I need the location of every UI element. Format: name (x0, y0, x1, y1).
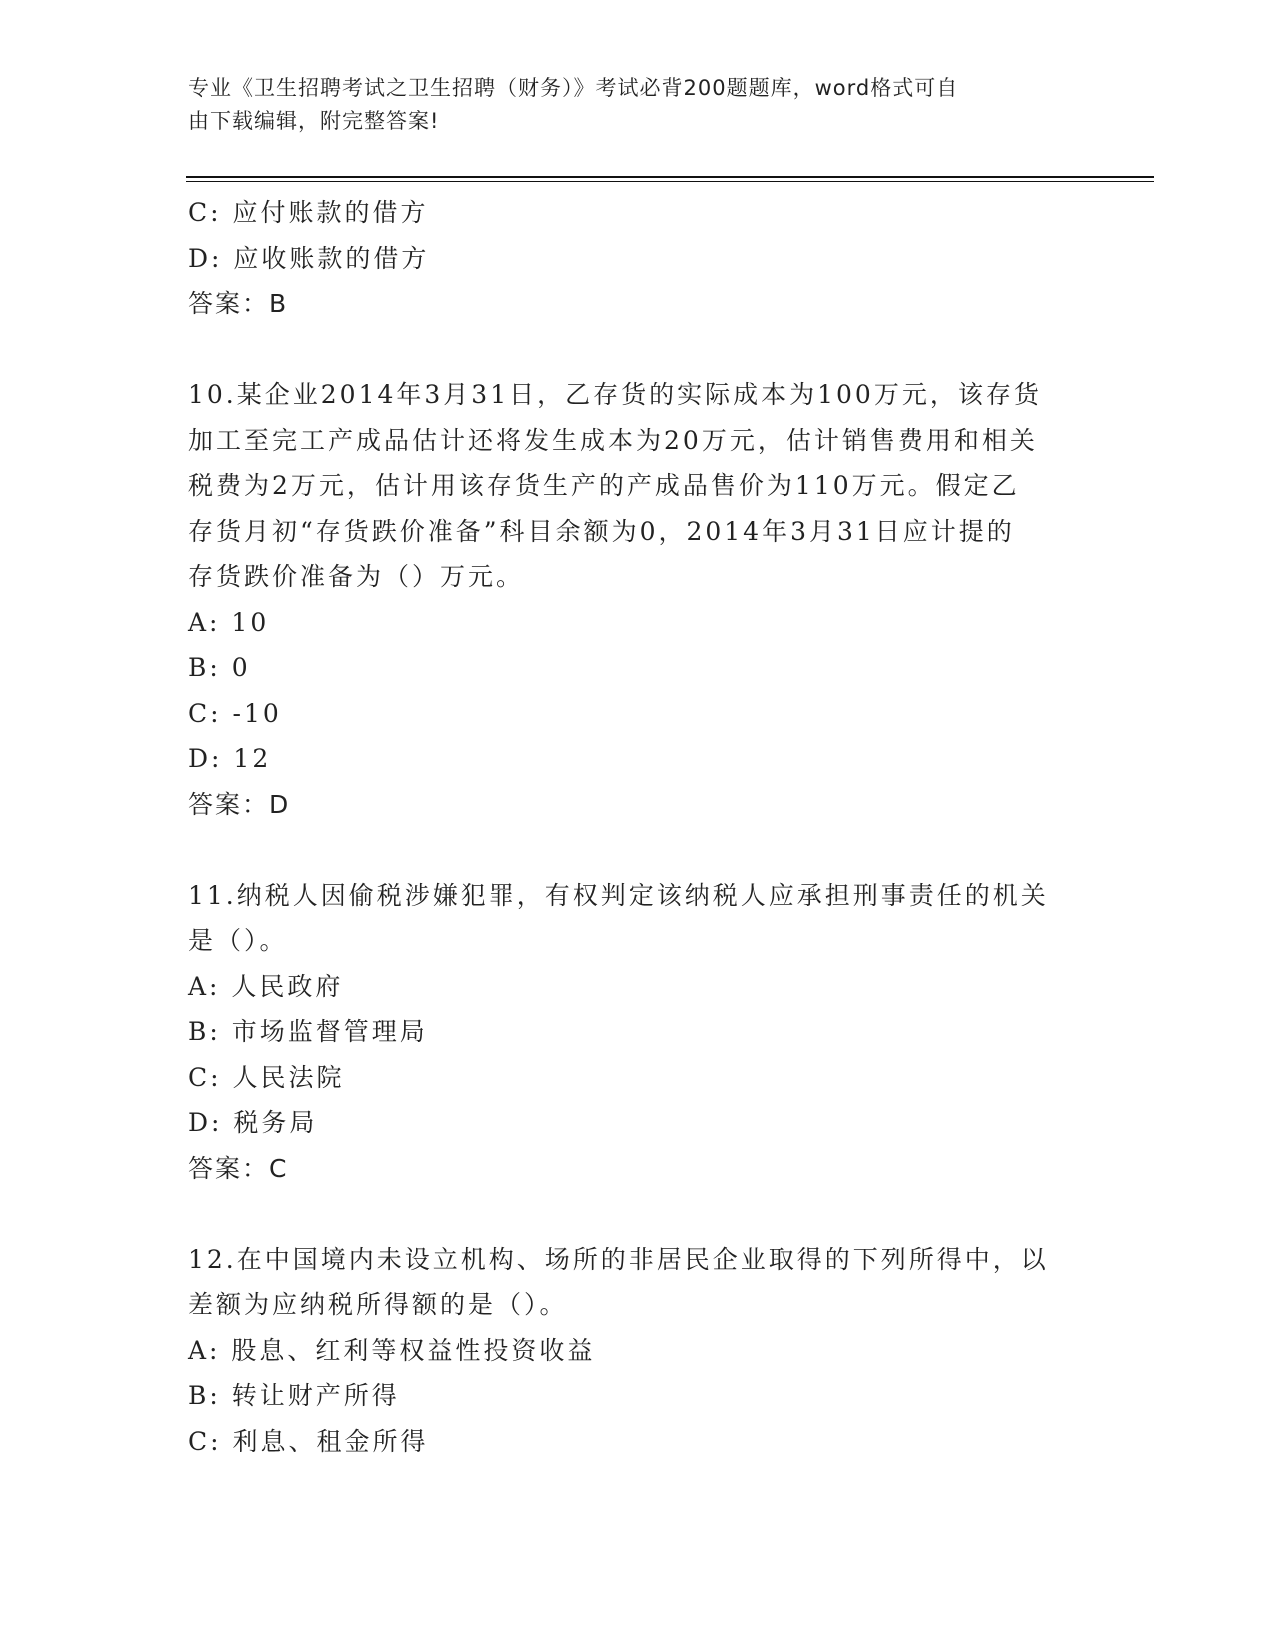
question-text-line: 10.某企业2014年3月31日，乙存货的实际成本为100万元，该存货 (188, 380, 1042, 409)
option-c: C: 人民法院 (188, 1062, 345, 1092)
question-10 (188, 372, 1088, 827)
option-d: D: 12 (188, 744, 272, 773)
option-b: B: 0 (188, 653, 251, 682)
option-d: D: 应收账款的借方 (188, 243, 430, 273)
header-line-2: 由下载编辑，附完整答案! (188, 109, 440, 133)
question-11 (188, 873, 1088, 1192)
question-text-line: 差额为应纳税所得额的是（）。 (188, 1290, 568, 1319)
answer-line: 答案：D (188, 789, 291, 819)
question-text-line: 是（）。 (188, 926, 288, 955)
question-list (188, 190, 1088, 1464)
option-b: B: 转让财产所得 (188, 1381, 400, 1410)
question-9-tail (188, 190, 1088, 327)
spacer (188, 1191, 1088, 1237)
question-text-line: 存货月初“存货跌价准备”科目余额为0，2014年3月31日应计提的 (188, 516, 1015, 546)
option-c: C: 利息、租金所得 (188, 1426, 429, 1456)
option-d: D: 税务局 (188, 1108, 318, 1137)
spacer (188, 327, 1088, 373)
answer-line: 答案：B (188, 289, 289, 318)
question-text-line: 11.纳税人因偷税涉嫌犯罪，有权判定该纳税人应承担刑事责任的机关 (188, 880, 1049, 910)
option-c: C: 应付账款的借方 (188, 198, 429, 227)
header-divider-thick (186, 176, 1154, 178)
question-text-line: 税费为2万元，估计用该存货生产的产成品售价为110万元。假定乙 (188, 471, 1020, 500)
document-header (188, 72, 1088, 138)
option-a: A: 人民政府 (188, 971, 344, 1001)
header-divider-thin (186, 181, 1154, 182)
question-text-line: 12.在中国境内未设立机构、场所的非居民企业取得的下列所得中，以 (188, 1244, 1049, 1274)
question-text-line: 存货跌价准备为（）万元。 (188, 562, 525, 591)
question-text-line: 加工至完工产成品估计还将发生成本为20万元，估计销售费用和相关 (188, 425, 1038, 455)
option-c: C: -10 (188, 698, 282, 728)
option-a: A: 股息、红利等权益性投资收益 (188, 1335, 596, 1365)
answer-line: 答案：C (188, 1153, 289, 1183)
option-a: A: 10 (188, 607, 270, 637)
spacer (188, 827, 1088, 873)
option-b: B: 市场监督管理局 (188, 1017, 428, 1046)
header-line-1: 专业《卫生招聘考试之卫生招聘（财务）》考试必背200题题库，word格式可自 (188, 76, 959, 100)
question-12 (188, 1237, 1088, 1465)
